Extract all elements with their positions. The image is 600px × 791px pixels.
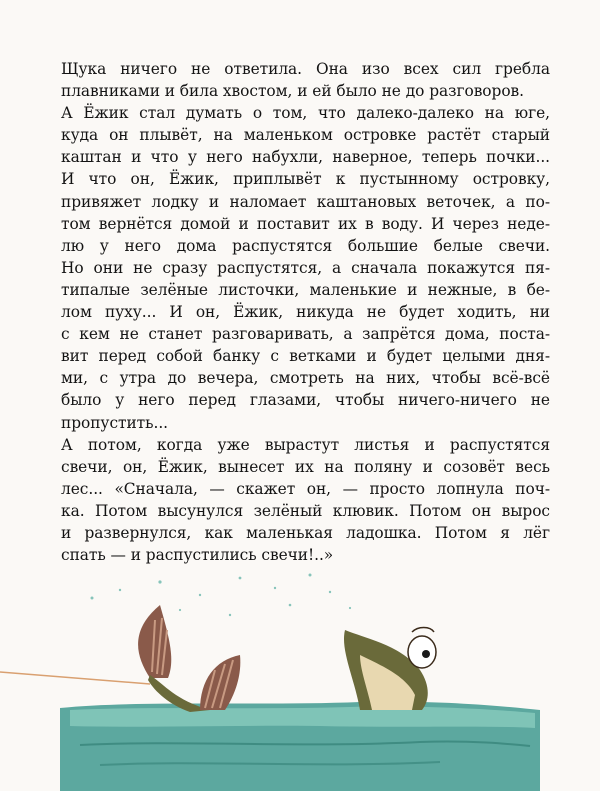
text-line: и развернулся, как маленькая ладошка. Потом я лёг — [61, 523, 550, 542]
pike-illustration — [0, 560, 600, 791]
text-line: плавниками и била хвостом, и ей было не до разговоров. — [61, 82, 525, 101]
text-line: том вернётся домой и поставит их в воду. И через неде- — [61, 214, 550, 233]
text-line: вит перед собой банку с ветками и будет целыми дня- — [61, 347, 550, 366]
text-line: А Ёжик стал думать о том, что далеко-далеко на юге, — [61, 104, 550, 123]
paragraph-1 — [61, 58, 550, 102]
text-line: куда он плывёт, на маленьком островке растёт старый — [61, 126, 550, 145]
text-line: лю у него дома распустятся большие белые свечи. — [61, 236, 550, 255]
text-line: ми, с утра до вечера, смотреть на них, чтобы всё-всё — [61, 369, 550, 388]
text-line: пропустить... — [61, 413, 169, 432]
text-line: Но они не сразу распустятся, а сначала покажутся пя- — [61, 258, 550, 277]
text-line: лом пуху... И он, Ёжик, никуда не будет ходить, ни — [61, 303, 550, 322]
text-line: свечи, он, Ёжик, вынесет их на поляну и созовёт весь — [61, 457, 550, 476]
text-line: с кем не станет разговаривать, а запрётся дома, поста- — [61, 325, 550, 344]
text-line: лес... «Сначала, — скажет он, — просто лопнула поч- — [61, 479, 550, 498]
paragraph-3 — [61, 434, 550, 567]
pike-pupil — [422, 650, 430, 658]
text-line: И что он, Ёжик, приплывёт к пустынному островку, — [61, 170, 550, 189]
text-line: Щука ничего не ответила. Она изо всех сил гребла — [61, 60, 550, 78]
story-text — [61, 58, 550, 566]
text-line: спать — и распустились свечи!..» — [61, 546, 334, 565]
text-line: типалые зелёные листочки, маленькие и нежные, в бе- — [61, 280, 550, 299]
pike-eye — [408, 636, 436, 668]
pike-brow — [412, 628, 434, 633]
paragraph-2 — [61, 102, 550, 433]
text-line: было у него перед глазами, чтобы ничего-ничего не — [61, 391, 550, 410]
text-line: привяжет лодку и наломает каштановых веточек, а по- — [61, 192, 550, 211]
water-highlight — [70, 707, 535, 728]
splash-drops — [91, 574, 352, 617]
text-line: каштан и что у него набухли, наверное, теперь почки... — [61, 148, 550, 167]
text-line: ка. Потом высунулся зелёный клювик. Потом он вырос — [61, 501, 550, 520]
rope — [0, 672, 150, 684]
text-line: А потом, когда уже вырастут листья и распустятся — [61, 435, 550, 454]
